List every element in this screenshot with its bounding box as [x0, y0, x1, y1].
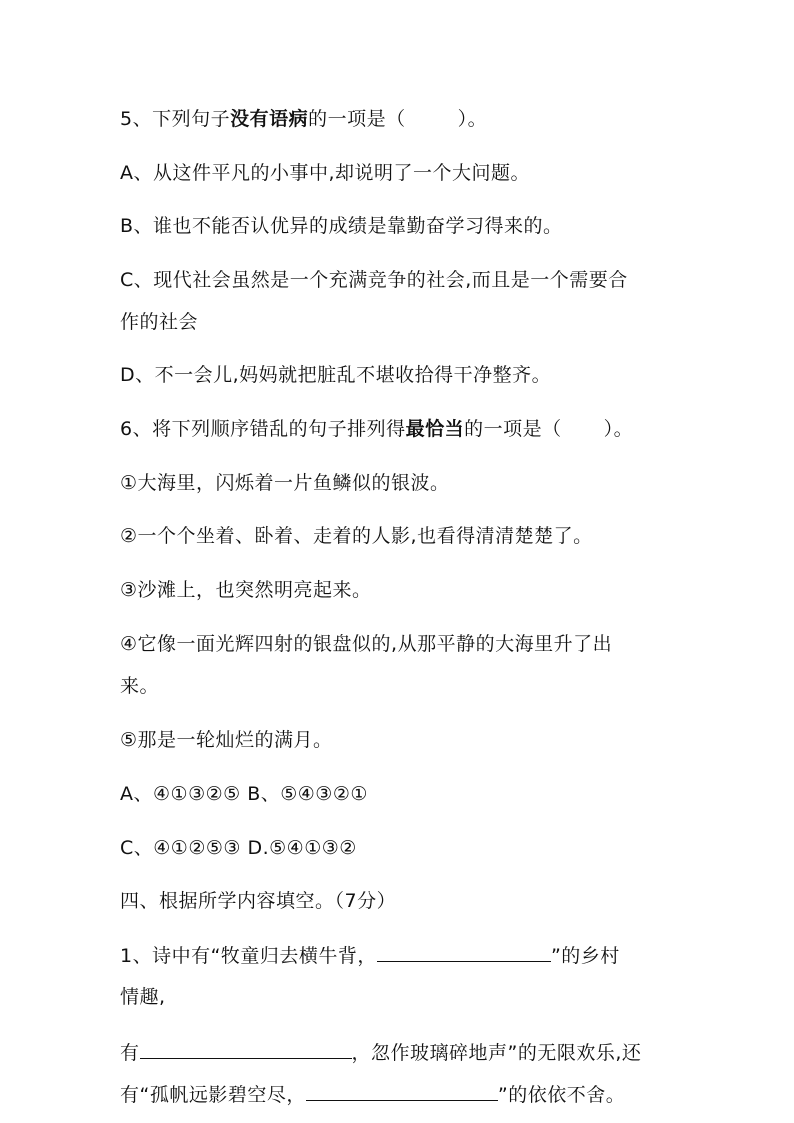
q6-stem-bold: 最恰当 — [405, 418, 465, 440]
s4-q1-line3-pre: 有 — [120, 1042, 140, 1064]
s4-q1-part2: ”的乡村 — [550, 945, 620, 967]
q6-stem-close: ）。 — [603, 418, 634, 440]
s4-q1-blank1[interactable] — [377, 943, 551, 962]
q5-stem-close: ）。 — [457, 108, 488, 130]
q6-stem-pre: 6、将下列顺序错乱的句子排列得 — [120, 418, 406, 440]
s4-q1-line4 — [120, 1082, 625, 1107]
q6-sentence-3: ③沙滩上，也突然明亮起来。 — [120, 579, 372, 601]
q5-stem-bold: 没有语病 — [230, 108, 309, 130]
q5-option-c-line2: 作的社会 — [120, 311, 199, 333]
q5-stem-post: 的一项是（ — [308, 108, 406, 130]
q6-sentence-4-line1: ④它像一面光辉四射的银盘似的,从那平静的大海里升了出 — [120, 633, 613, 655]
s4-q1-line4-post: ”的依依不舍。 — [497, 1084, 626, 1106]
s4-q1-blank3[interactable] — [306, 1082, 498, 1101]
q6-sentence-1: ①大海里，闪烁着一片鱼鳞似的银波。 — [120, 472, 450, 494]
s4-q1-part1: 1、诗中有“牧童归去横牛背， — [120, 945, 377, 967]
s4-q1-line1 — [120, 943, 620, 968]
q5-option-d: D、不一会儿,妈妈就把脏乱不堪收拾得干净整齐。 — [120, 364, 552, 386]
s4-q1-line3 — [120, 1040, 641, 1065]
q5-stem-pre: 5、下列句子 — [120, 108, 231, 130]
s4-q1-line2: 情趣, — [120, 986, 166, 1008]
q6-stem — [120, 417, 633, 441]
q5-option-a: A、从这件平凡的小事中,却说明了一个大问题。 — [120, 162, 531, 184]
q6-stem-post: 的一项是（ — [464, 418, 562, 440]
q5-stem — [120, 107, 487, 131]
s4-q1-line4-pre: 有“孤帆远影碧空尽， — [120, 1084, 306, 1106]
q6-sentence-4-line2: 来。 — [120, 675, 160, 697]
q5-option-c-line1: C、现代社会虽然是一个充满竞争的社会,而且是一个需要合 — [120, 269, 628, 291]
q6-sentence-2: ②一个个坐着、卧着、走着的人影,也看得清清楚楚了。 — [120, 525, 593, 547]
q6-choices-row2: C、④①②⑤③ D.⑤④①③② — [120, 837, 357, 859]
q6-choices-row1: A、④①③②⑤ B、⑤④③②① — [120, 783, 368, 805]
q6-sentence-5: ⑤那是一轮灿烂的满月。 — [120, 729, 333, 751]
section4-heading: 四、根据所学内容填空。（7分） — [120, 890, 397, 912]
s4-q1-blank2[interactable] — [140, 1040, 352, 1059]
q5-option-b: B、谁也不能否认优异的成绩是靠勤奋学习得来的。 — [120, 215, 563, 237]
s4-q1-line3-post: ，忽作玻璃碎地声”的无限欢乐,还 — [351, 1042, 642, 1064]
